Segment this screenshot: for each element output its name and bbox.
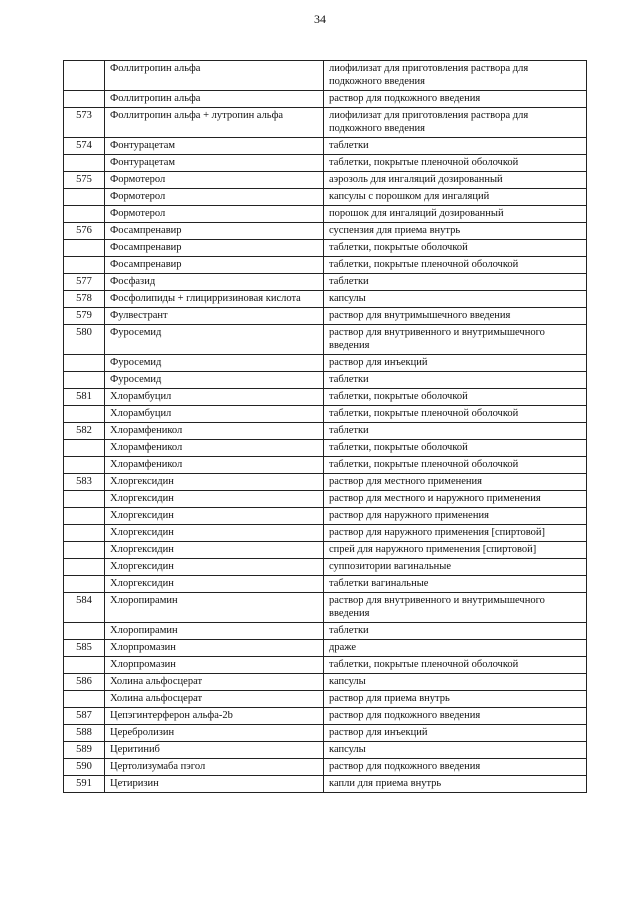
row-number <box>64 61 105 91</box>
table-body <box>64 61 587 793</box>
table-row <box>64 576 587 593</box>
dosage-form: раствор для наружного применения [спиртовой] <box>324 525 587 542</box>
drug-name: Холина альфосцерат <box>105 691 324 708</box>
drug-name: Формотерол <box>105 206 324 223</box>
row-number: 580 <box>64 325 105 355</box>
dosage-form: капсулы с порошком для ингаляций <box>324 189 587 206</box>
dosage-form: раствор для подкожного введения <box>324 759 587 776</box>
table-row <box>64 108 587 138</box>
dosage-form: раствор для внутримышечного введения <box>324 308 587 325</box>
row-number <box>64 440 105 457</box>
drug-name: Хлорамфеникол <box>105 440 324 457</box>
table-row <box>64 742 587 759</box>
row-number <box>64 406 105 423</box>
dosage-form: таблетки <box>324 372 587 389</box>
drug-name: Хлоргексидин <box>105 576 324 593</box>
drug-name: Хлоропирамин <box>105 623 324 640</box>
row-number <box>64 355 105 372</box>
row-number <box>64 508 105 525</box>
table-row <box>64 223 587 240</box>
drug-name: Хлоргексидин <box>105 559 324 576</box>
row-number: 585 <box>64 640 105 657</box>
table-row <box>64 423 587 440</box>
drug-name: Формотерол <box>105 189 324 206</box>
table-row <box>64 508 587 525</box>
drug-name: Цепэгинтерферон альфа-2b <box>105 708 324 725</box>
dosage-form: таблетки, покрытые пленочной оболочкой <box>324 657 587 674</box>
table-row <box>64 291 587 308</box>
drug-name: Фосампренавир <box>105 257 324 274</box>
row-number: 587 <box>64 708 105 725</box>
dosage-form: таблетки вагинальные <box>324 576 587 593</box>
table-row <box>64 91 587 108</box>
drug-name: Хлоргексидин <box>105 525 324 542</box>
drug-name: Фонтурацетам <box>105 138 324 155</box>
row-number: 591 <box>64 776 105 793</box>
dosage-form: раствор для инъекций <box>324 355 587 372</box>
table-row <box>64 240 587 257</box>
drug-name: Хлоргексидин <box>105 474 324 491</box>
dosage-form: таблетки, покрытые пленочной оболочкой <box>324 406 587 423</box>
page-number: 34 <box>314 12 326 26</box>
table-row <box>64 776 587 793</box>
row-number: 576 <box>64 223 105 240</box>
drug-name: Фосампренавир <box>105 240 324 257</box>
table-row <box>64 593 587 623</box>
table-row <box>64 61 587 91</box>
table-row <box>64 623 587 640</box>
row-number <box>64 691 105 708</box>
dosage-form: таблетки, покрытые пленочной оболочкой <box>324 155 587 172</box>
drug-name: Церитиниб <box>105 742 324 759</box>
table-row <box>64 138 587 155</box>
row-number <box>64 240 105 257</box>
drug-name: Хлорамфеникол <box>105 423 324 440</box>
drug-name: Хлорамфеникол <box>105 457 324 474</box>
row-number: 577 <box>64 274 105 291</box>
drug-name: Цетиризин <box>105 776 324 793</box>
row-number <box>64 657 105 674</box>
table-row <box>64 674 587 691</box>
drug-table <box>63 60 587 793</box>
drug-name: Хлорамбуцил <box>105 389 324 406</box>
row-number: 578 <box>64 291 105 308</box>
dosage-form: спрей для наружного применения [спиртовой] <box>324 542 587 559</box>
dosage-form: лиофилизат для приготовления раствора для подкожного введения <box>324 61 587 91</box>
row-number <box>64 155 105 172</box>
table-row <box>64 440 587 457</box>
table-row <box>64 491 587 508</box>
drug-name: Фуросемид <box>105 372 324 389</box>
dosage-form: капсулы <box>324 674 587 691</box>
drug-name: Хлоргексидин <box>105 542 324 559</box>
dosage-form: таблетки <box>324 623 587 640</box>
table-row <box>64 274 587 291</box>
row-number <box>64 457 105 474</box>
drug-name: Фулвестрант <box>105 308 324 325</box>
row-number: 579 <box>64 308 105 325</box>
drug-name: Хлоропирамин <box>105 593 324 623</box>
drug-name: Хлоргексидин <box>105 508 324 525</box>
row-number: 582 <box>64 423 105 440</box>
row-number <box>64 525 105 542</box>
dosage-form: таблетки, покрытые пленочной оболочкой <box>324 257 587 274</box>
dosage-form: капли для приема внутрь <box>324 776 587 793</box>
table-row <box>64 640 587 657</box>
dosage-form: таблетки <box>324 138 587 155</box>
table-row <box>64 759 587 776</box>
table-row <box>64 389 587 406</box>
row-number <box>64 559 105 576</box>
dosage-form: раствор для подкожного введения <box>324 91 587 108</box>
dosage-form: таблетки, покрытые оболочкой <box>324 440 587 457</box>
dosage-form: раствор для инъекций <box>324 725 587 742</box>
dosage-form: раствор для наружного применения <box>324 508 587 525</box>
table-row <box>64 172 587 189</box>
dosage-form: раствор для местного применения <box>324 474 587 491</box>
dosage-form: раствор для подкожного введения <box>324 708 587 725</box>
drug-name: Фуросемид <box>105 355 324 372</box>
table-row <box>64 542 587 559</box>
drug-name: Фуросемид <box>105 325 324 355</box>
row-number: 581 <box>64 389 105 406</box>
dosage-form: раствор для внутривенного и внутримышечного введения <box>324 593 587 623</box>
dosage-form: таблетки <box>324 423 587 440</box>
drug-name: Хлорпромазин <box>105 657 324 674</box>
row-number <box>64 576 105 593</box>
table-row <box>64 525 587 542</box>
table-row <box>64 325 587 355</box>
dosage-form: капсулы <box>324 291 587 308</box>
drug-name: Фоллитропин альфа <box>105 91 324 108</box>
row-number <box>64 189 105 206</box>
row-number: 586 <box>64 674 105 691</box>
table-row <box>64 206 587 223</box>
dosage-form: таблетки, покрытые оболочкой <box>324 389 587 406</box>
table-row <box>64 474 587 491</box>
row-number: 575 <box>64 172 105 189</box>
drug-name: Фосфазид <box>105 274 324 291</box>
table-row <box>64 657 587 674</box>
table-row <box>64 708 587 725</box>
table-row <box>64 372 587 389</box>
row-number: 574 <box>64 138 105 155</box>
row-number <box>64 91 105 108</box>
row-number <box>64 491 105 508</box>
row-number <box>64 372 105 389</box>
row-number: 584 <box>64 593 105 623</box>
drug-name: Формотерол <box>105 172 324 189</box>
drug-name: Фонтурацетам <box>105 155 324 172</box>
dosage-form: капсулы <box>324 742 587 759</box>
dosage-form: драже <box>324 640 587 657</box>
drug-name: Фосампренавир <box>105 223 324 240</box>
dosage-form: таблетки, покрытые пленочной оболочкой <box>324 457 587 474</box>
row-number: 573 <box>64 108 105 138</box>
row-number <box>64 623 105 640</box>
dosage-form: аэрозоль для ингаляций дозированный <box>324 172 587 189</box>
dosage-form: раствор для местного и наружного применения <box>324 491 587 508</box>
drug-name: Фоллитропин альфа + лутропин альфа <box>105 108 324 138</box>
drug-name: Хлоргексидин <box>105 491 324 508</box>
drug-name: Церебролизин <box>105 725 324 742</box>
dosage-form: таблетки, покрытые оболочкой <box>324 240 587 257</box>
dosage-form: суспензия для приема внутрь <box>324 223 587 240</box>
row-number: 589 <box>64 742 105 759</box>
row-number <box>64 257 105 274</box>
table-row <box>64 155 587 172</box>
drug-name: Холина альфосцерат <box>105 674 324 691</box>
dosage-form: порошок для ингаляций дозированный <box>324 206 587 223</box>
row-number <box>64 206 105 223</box>
dosage-form: таблетки <box>324 274 587 291</box>
row-number: 588 <box>64 725 105 742</box>
row-number: 583 <box>64 474 105 491</box>
drug-name: Хлорпромазин <box>105 640 324 657</box>
dosage-form: раствор для внутривенного и внутримышечного введения <box>324 325 587 355</box>
table-row <box>64 691 587 708</box>
row-number: 590 <box>64 759 105 776</box>
drug-name: Цертолизумаба пэгол <box>105 759 324 776</box>
dosage-form: раствор для приема внутрь <box>324 691 587 708</box>
row-number <box>64 542 105 559</box>
table-row <box>64 308 587 325</box>
table-row <box>64 257 587 274</box>
dosage-form: лиофилизат для приготовления раствора для подкожного введения <box>324 108 587 138</box>
drug-name: Фосфолипиды + глицирризиновая кислота <box>105 291 324 308</box>
table-row <box>64 457 587 474</box>
table-row <box>64 725 587 742</box>
dosage-form: суппозитории вагинальные <box>324 559 587 576</box>
drug-name: Фоллитропин альфа <box>105 61 324 91</box>
table-row <box>64 355 587 372</box>
table-row <box>64 189 587 206</box>
table-row <box>64 406 587 423</box>
drug-name: Хлорамбуцил <box>105 406 324 423</box>
table-row <box>64 559 587 576</box>
